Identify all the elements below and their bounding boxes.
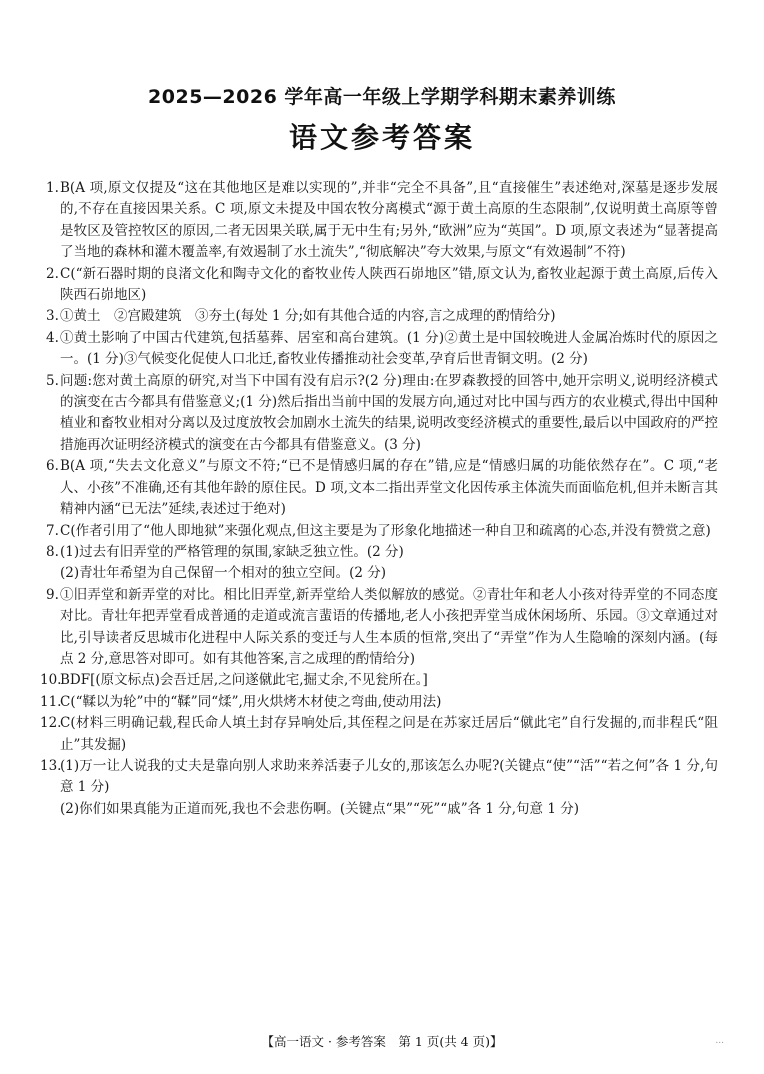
answer-number: 2.: [46, 265, 59, 282]
answer-number: 4.: [46, 329, 59, 346]
corner-mark: ...: [715, 1036, 724, 1046]
answer-item: [40, 713, 718, 756]
answer-item: [40, 670, 718, 691]
answer-item: [46, 264, 718, 307]
answer-item: [40, 692, 718, 713]
answer-number: 7.: [46, 522, 59, 539]
answer-text: 问题:您对黄土高原的研究,对当下中国有没有启示?(2 分)理由:在罗森教授的回答中,她开宗明义,说明经济模式的演变在古今都具有借鉴意义;(1 分)然后指出当前中国的发展方向,通过对比中国与西方的农业模式,得出中国种植业和畜牧业相对分离以及过度放牧会加剧水土流失的结果,说明改变经济模式的重要性,最后以中国政府的严控措施再次证明经济模式的演变在古今都具有借鉴意义。(3 分): [60, 372, 718, 453]
answer-item: [46, 328, 718, 371]
answer-number: 8.: [46, 543, 59, 560]
answer-subtext: (2)青壮年希望为自己保留一个相对的独立空间。(2 分): [60, 565, 387, 582]
answer-text: BDF[(原文标点)会吾迁居,之问遂僦此宅,掘丈余,不见瓮所在。]: [60, 672, 428, 689]
answer-item: [46, 521, 718, 542]
answer-number: 10.: [40, 672, 62, 689]
answer-item: [46, 178, 718, 264]
answer-number: 13.: [40, 757, 62, 774]
answer-number: 5.: [46, 372, 59, 389]
answer-item: [46, 542, 718, 585]
answer-item: [40, 756, 718, 820]
page-title: 2025—2026 学年高一年级上学期学科期末素养训练: [148, 86, 616, 108]
answer-text: C(“鞣以为轮”中的“鞣”同“煣”,用火烘烤木材使之弯曲,使动用法): [60, 693, 442, 710]
answer-text: B(A 项,原文仅提及“这在其他地区是难以实现的”,并非“完全不具备”,且“直接催生”表述绝对,深墓是逐步发展的,不存在直接因果关系。C 项,原文未提及中国农牧分离模式“源于黄土高原的生态限制”,仅说明黄土高原等曾是牧区及管控牧区的原因,二者无因果关联,属于无中生有;另外,“欧洲”应为“英国”。D 项,原文表述为“显著提高了当地的森林和灌木覆盖率,有效遏制了水土流失”,“彻底解决”夸大效果,与原文“有效遏制”不符): [60, 180, 718, 261]
answer-text: (1)过去有旧弄堂的严格管理的氛围,家缺乏独立性。(2 分): [60, 543, 404, 560]
answer-text: B(A 项,“失去文化意义”与原文不符;“已不是情感归属的存在”错,应是“情感归属的功能依然存在”。C 项,“老人、小孩”不准确,还有其他年龄的原住民。D 项,文本二指出弄堂文化因传承主体流失而面临危机,但并未断言其精神内涵“已无法”延续,表述过于绝对): [60, 458, 718, 518]
answer-number: 6.: [46, 458, 59, 475]
answer-number: 1.: [46, 180, 59, 196]
answer-item: [46, 306, 718, 327]
answer-text: ①黄土影响了中国古代建筑,包括墓葬、居室和高台建筑。(1 分)②黄土是中国较晚进人金属冶炼时代的原因之一。(1 分)③气候变化促使人口北迁,畜牧业传播推动社会变革,孕育后世青铜文明。(2 分): [60, 329, 718, 368]
answer-text: ①旧弄堂和新弄堂的对比。相比旧弄堂,新弄堂给人类似解放的感觉。②青壮年和老人小孩对待弄堂的不同态度对比。青壮年把弄堂看成普通的走道或流言蜚语的传播地,老人小孩把弄堂当成休闲场所、乐园。③文章通过对比,引导读者反思城市化进程中人际关系的变迁与人生本质的恒常,突出了“弄堂”作为人生隐喻的深刻内涵。(每点 2 分,意思答对即可。如有其他答案,言之成理的酌情给分): [60, 586, 718, 667]
answer-number: 3.: [46, 308, 59, 325]
answer-text: C(材料三明确记载,程氏命人填土封存异响处后,其侄程之问是在苏家迁居后“僦此宅”自行发掘的,而非程氏“阻止”其发掘): [60, 715, 718, 753]
page-subtitle: 语文参考答案: [288, 121, 475, 154]
answer-subtext: (2)你们如果真能为正道而死,我也不会悲伤啊。(关键点“果”“死”“戚”各 1 分,句意 1 分): [60, 800, 579, 817]
answer-item: [46, 371, 718, 457]
answer-text: (1)万一让人说我的丈夫是靠向别人求助来养活妻子儿女的,那该怎么办呢?(关键点“使”“活”“若之何”各 1 分,句意 1 分): [60, 757, 718, 796]
answer-list: [40, 178, 718, 820]
answer-number: 11.: [40, 693, 62, 710]
answer-item: [46, 456, 718, 520]
page-footer: 【高一语文 · 参考答案 第 1 页(共 4 页)】: [261, 1034, 503, 1049]
answer-text: C(作者引用了“他人即地狱”来强化观点,但这主要是为了形象化地描述一种自卫和疏离的心态,并没有赞赏之意): [60, 522, 711, 539]
answer-number: 9.: [46, 586, 59, 603]
answer-item: [46, 585, 718, 671]
answer-number: 12.: [40, 715, 62, 732]
answer-text: C(“新石器时期的良渚文化和陶寺文化的畜牧业传人陕西石峁地区”错,原文认为,畜牧业起源于黄土高原,后传入陕西石峁地区): [60, 265, 718, 304]
answer-text: ①黄土 ②宫殿建筑 ③夯土(每处 1 分;如有其他合适的内容,言之成理的酌情给分): [60, 308, 556, 325]
